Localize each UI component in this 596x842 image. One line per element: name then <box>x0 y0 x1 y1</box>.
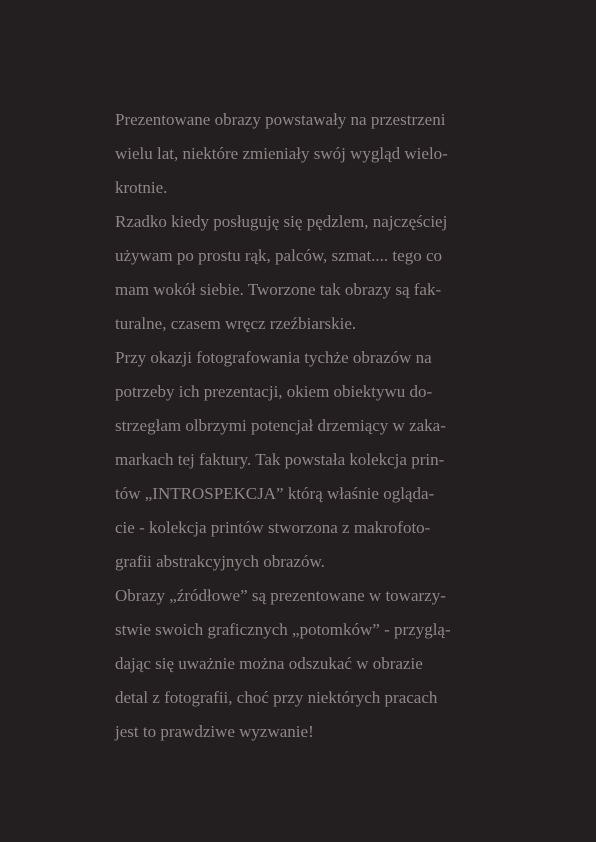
text-line: Prezentowane obrazy powstawały na przestrzeni <box>115 110 446 129</box>
text-line: stwie swoich graficznych „potomków” - przyglą- <box>115 620 451 639</box>
text-line: wielu lat, niektóre zmieniały swój wygląd wielo- <box>115 144 448 163</box>
text-line: Przy okazji fotografowania tychże obrazów na <box>115 348 432 367</box>
text-line: detal z fotografii, choć przy niektórych pracach <box>115 688 438 707</box>
text-line: używam po prostu rąk, palców, szmat.... tego co <box>115 246 443 265</box>
text-line: Rzadko kiedy posługuję się pędzlem, najczęściej <box>115 212 448 231</box>
text-line: markach tej faktury. Tak powstała kolekcja prin- <box>115 450 445 469</box>
text-line: jest to prawdziwe wyzwanie! <box>115 722 314 741</box>
text-line: Obrazy „źródłowe” są prezentowane w towarzy- <box>115 586 446 605</box>
text-line: tów „INTROSPEKCJA” którą właśnie ogląda- <box>115 484 435 503</box>
text-line: grafii abstrakcyjnych obrazów. <box>115 552 325 571</box>
text-line: mam wokół siebie. Tworzone tak obrazy są fak- <box>115 280 442 299</box>
text-line: strzegłam olbrzymi potencjał drzemiący w zaka- <box>115 416 446 435</box>
text-line: turalne, czasem wręcz rzeźbiarskie. <box>115 314 357 333</box>
text-line: krotnie. <box>115 178 168 197</box>
body-text <box>115 103 487 749</box>
text-line: dając się uważnie można odszukać w obrazie <box>115 654 423 673</box>
text-line: potrzeby ich prezentacji, okiem obiektywu do- <box>115 382 433 401</box>
text-line: cie - kolekcja printów stworzona z makrofoto- <box>115 518 431 537</box>
